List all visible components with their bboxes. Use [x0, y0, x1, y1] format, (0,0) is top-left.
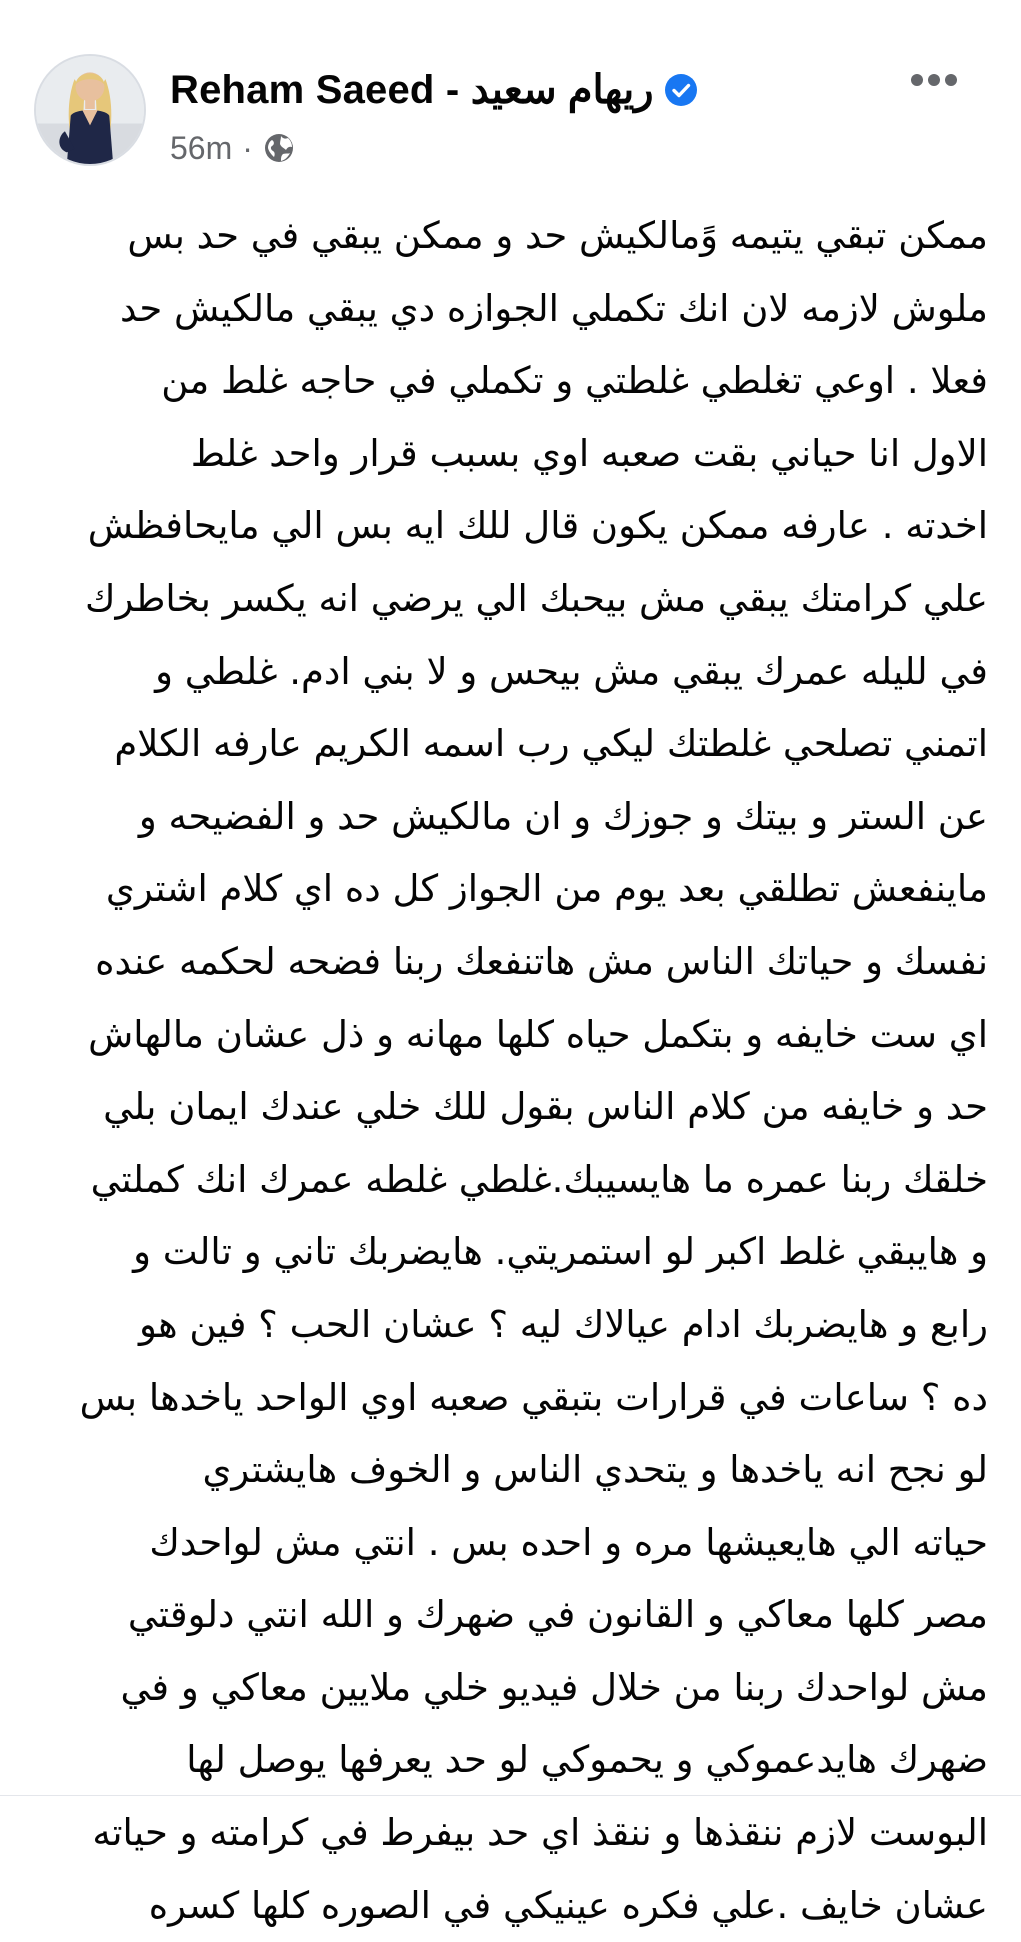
post-text-line: ممكن تبقي يتيمه وًمالكيش حد و ممكن يبقي في حد بس	[127, 214, 988, 257]
post-text-line: اتمني تصلحي غلطتك ليكي رب اسمه الكريم عارفه الكلام	[114, 722, 988, 766]
post-text	[30, 200, 988, 1942]
verified-badge-icon	[664, 73, 698, 107]
post-text-line: اخدته . عارفه ممكن يكون قال للك ايه بس الي مايحافظش	[87, 504, 988, 548]
post-text-line: خلقك ربنا عمره ما هايسيبك.غلطي غلطه عمرك انك كملتي	[90, 1157, 988, 1201]
meta-separator: ·	[242, 129, 253, 166]
post-text-line: ضهرك هايدعموكي و يحموكي لو حد يعرفها يوصل لها	[186, 1738, 988, 1782]
post-text-line: نفسك و حياتك الناس مش هاتنفعك ربنا فضحه لحكمه عنده	[95, 939, 988, 983]
post-text-line: مش لواحدك ربنا من خلال فيديو خلي ملايين معاكي و في	[120, 1665, 988, 1709]
author-name-row	[170, 60, 698, 120]
avatar-photo	[36, 56, 144, 164]
more-options-button[interactable]	[899, 64, 969, 108]
post-text-line: فعلا . اوعي تغلطي غلطتي و تكملي في حاجه غلط من	[161, 359, 988, 403]
post-text-line: ده ؟ ساعات في قرارات بتبقي صعبه اوي الواحد ياخدها بس	[79, 1375, 988, 1419]
post-text-line: رابع و هايضربك ادام عيالاك ليه ؟ عشان الحب ؟ فين هو	[139, 1302, 988, 1346]
post-text-line: في لليله عمرك يبقي مش بيحس و لا بني ادم. غلطي و	[155, 649, 988, 693]
post-text-line: عشان خايف .علي فكره عينيكي في الصوره كلها كسره	[148, 1883, 988, 1927]
post-text-line: مصر كلها معاكي و القانون في ضهرك و الله انتي دلوقتي	[127, 1593, 988, 1637]
post-text-line: عن الستر و بيتك و جوزك و ان مالكيش حد و الفضيحه و	[138, 794, 988, 838]
post-text-line: الاول انا حياني بقت صعبه اوي بسبب قرار واحد غلط	[190, 431, 988, 475]
post-text-line: اي ست خايفه و بتكمل حياه كلها مهانه و ذل عشان مالهاش	[88, 1012, 988, 1056]
post-text-line: و هايبقي غلط اكبر لو استمريتي. هايضربك تاني و تالت و	[133, 1230, 988, 1274]
globe-icon[interactable]	[263, 132, 295, 164]
post-timestamp[interactable]: 56m	[170, 129, 233, 166]
author-name[interactable]: Reham Saeed - ريهام سعيد	[170, 68, 654, 112]
post-text-line: حد و خايفه من كلام الناس بقول للك خلي عندك ايمان بلي	[103, 1085, 988, 1129]
post-header	[34, 52, 989, 172]
post-text-line: البوست لازم ننقذها و ننقذ اي حد بيفرط في كرامته و حياته	[92, 1811, 988, 1855]
post-text-line: ملوش لازمه لان انك تكملي الجوازه دي يبقي مالكيش حد	[119, 286, 988, 330]
post-text-line: لو نجح انه ياخدها و يتحدي الناس و الخوف هايشتري	[202, 1448, 988, 1492]
post-meta	[170, 126, 295, 170]
bottom-divider	[0, 1795, 1021, 1796]
post-text-line: علي كرامتك يبقي مش بيحبك الي يرضي انه يكسر بخاطرك	[85, 576, 988, 620]
more-options-icon	[899, 64, 969, 108]
post-text-line: حياته الي هايعيشها مره و احده بس . انتي مش لواحدك	[149, 1520, 988, 1564]
author-avatar[interactable]	[34, 54, 146, 166]
post-text-line: ماينفعش تطلقي بعد يوم من الجواز كل ده اي كلام اشتري	[105, 867, 988, 911]
